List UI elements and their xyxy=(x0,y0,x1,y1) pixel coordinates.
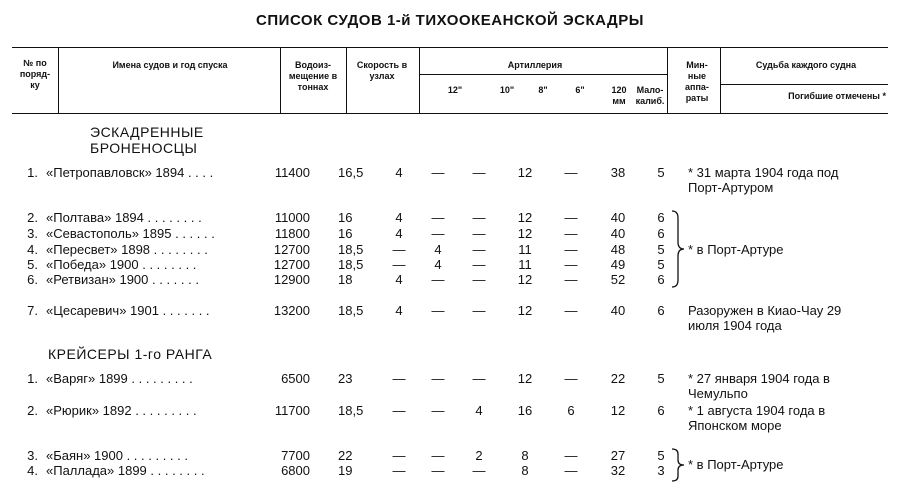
brace-battleships xyxy=(670,210,686,288)
cell-mines: 6 xyxy=(657,226,665,241)
cell-c10: — xyxy=(431,165,445,180)
header-12in: 12" xyxy=(447,85,463,95)
cell-s: 23 xyxy=(338,371,353,386)
cell-mines: 3 xyxy=(657,463,665,478)
cell-c120: — xyxy=(564,242,578,257)
header-top-rule xyxy=(12,47,888,48)
cell-c8: — xyxy=(472,226,486,241)
cell-c12: — xyxy=(392,257,406,272)
cell-small: 52 xyxy=(610,272,626,287)
header-divider xyxy=(346,47,347,113)
header-10in: 10" xyxy=(499,85,515,95)
cell-mines: 5 xyxy=(657,242,665,257)
cell-n: 2. xyxy=(27,210,38,225)
cell-n: 2. xyxy=(27,403,38,418)
cell-s: 18,5 xyxy=(338,403,364,418)
cell-mines: 5 xyxy=(657,257,665,272)
header-120mm: 120 мм xyxy=(611,85,627,106)
fate-varyag: * 27 января 1904 года в Чемульпо xyxy=(688,371,830,401)
cell-d: 11700 xyxy=(274,403,310,418)
cell-n: 3. xyxy=(27,448,38,463)
header-name: Имена судов и год спуска xyxy=(112,60,228,70)
cell-mines: 5 xyxy=(657,448,665,463)
brace-cruisers xyxy=(670,448,686,482)
cell-n: 1. xyxy=(27,371,38,386)
cell-d: 13200 xyxy=(273,303,310,318)
cell-c6: 12 xyxy=(517,303,533,318)
header-speed: Скорость в узлах xyxy=(356,60,408,81)
fate-petropavlovsk: * 31 марта 1904 года под Порт-Артуром xyxy=(688,165,839,195)
cell-c10: — xyxy=(431,226,445,241)
cell-d: 11400 xyxy=(274,165,310,180)
cell-c8: — xyxy=(472,210,486,225)
cell-mines: 6 xyxy=(657,272,665,287)
header-divider xyxy=(667,47,668,113)
fate-tsesarevich: Разоружен в Киао-Чау 29 июля 1904 года xyxy=(688,303,842,333)
cell-c10: — xyxy=(431,403,445,418)
cell-c8: — xyxy=(472,242,486,257)
cell-c12: — xyxy=(392,448,406,463)
cell-c6: 16 xyxy=(517,403,533,418)
cell-c10: — xyxy=(431,210,445,225)
cell-n: 3. xyxy=(27,226,38,241)
header-divider xyxy=(720,47,721,113)
header-bottom-rule xyxy=(12,113,888,114)
cell-c10: — xyxy=(431,463,445,478)
fate-sub-rule xyxy=(720,84,888,85)
page-title: СПИСОК СУДОВ 1-й ТИХООКЕАНСКОЙ ЭСКАДРЫ xyxy=(256,12,644,29)
cell-c10: — xyxy=(431,371,445,386)
cell-s: 18,5 xyxy=(338,242,364,257)
cell-c8: — xyxy=(472,272,486,287)
cell-mines: 5 xyxy=(657,371,665,386)
cell-small: 40 xyxy=(610,210,626,225)
cell-mines: 6 xyxy=(657,303,665,318)
cell-c6: 12 xyxy=(517,165,533,180)
cell-c8: — xyxy=(472,165,486,180)
cell-c12: 4 xyxy=(395,210,403,225)
cell-name: «Баян» 1900 . . . . . . . . . xyxy=(46,448,188,463)
cell-s: 18,5 xyxy=(338,303,364,318)
cell-c6: 12 xyxy=(517,272,533,287)
cell-c12: 4 xyxy=(395,272,403,287)
cell-c6: 12 xyxy=(517,210,533,225)
header-num: № по поряд- ку xyxy=(19,58,51,90)
cell-name: «Варяг» 1899 . . . . . . . . . xyxy=(46,371,193,386)
cell-c12: 4 xyxy=(395,303,403,318)
header-fate-sub: Погибшие отмечены * xyxy=(788,91,886,101)
header-fate: Судьба каждого судна xyxy=(755,60,857,70)
cell-d: 12900 xyxy=(273,272,310,287)
cell-s: 16 xyxy=(338,210,353,225)
cell-c10: — xyxy=(431,448,445,463)
cell-s: 18 xyxy=(338,272,353,287)
cell-c8: 2 xyxy=(475,448,483,463)
cell-name: «Полтава» 1894 . . . . . . . . xyxy=(46,210,202,225)
header-displacement: Водоиз- мещение в тоннах xyxy=(288,60,338,92)
cell-name: «Севастополь» 1895 . . . . . . xyxy=(46,226,215,241)
cell-small: 40 xyxy=(610,226,626,241)
cell-c6: 12 xyxy=(517,226,533,241)
section-battleships: ЭСКАДРЕННЫЕ БРОНЕНОСЦЫ xyxy=(90,124,204,156)
header-divider xyxy=(58,47,59,113)
cell-c10: — xyxy=(431,272,445,287)
cell-n: 4. xyxy=(27,463,38,478)
cell-small: 49 xyxy=(610,257,626,272)
cell-c120: — xyxy=(564,210,578,225)
cell-name: «Цесаревич» 1901 . . . . . . . xyxy=(46,303,210,318)
cell-d: 12700 xyxy=(273,257,310,272)
cell-c12: — xyxy=(392,242,406,257)
cell-small: 12 xyxy=(610,403,626,418)
cell-n: 5. xyxy=(27,257,38,272)
header-divider xyxy=(419,47,420,113)
cell-n: 6. xyxy=(27,272,38,287)
cell-c12: — xyxy=(392,371,406,386)
header-artillery: Артиллерия xyxy=(507,60,563,70)
cell-c8: — xyxy=(472,257,486,272)
cell-small: 22 xyxy=(610,371,626,386)
header-divider xyxy=(280,47,281,113)
cell-d: 6800 xyxy=(281,463,310,478)
cell-mines: 6 xyxy=(657,210,665,225)
cell-d: 11800 xyxy=(274,226,310,241)
cell-c120: — xyxy=(564,272,578,287)
cell-mines: 6 xyxy=(657,403,665,418)
cell-c8: — xyxy=(472,463,486,478)
cell-c12: — xyxy=(392,403,406,418)
cell-d: 11000 xyxy=(274,210,310,225)
cell-small: 32 xyxy=(610,463,626,478)
cell-name: «Пересвет» 1898 . . . . . . . . xyxy=(46,242,208,257)
cell-d: 12700 xyxy=(273,242,310,257)
cell-c120: — xyxy=(564,448,578,463)
section-cruisers: КРЕЙСЕРЫ 1-го РАНГА xyxy=(48,346,213,362)
cell-n: 4. xyxy=(27,242,38,257)
cell-name: «Рюрик» 1892 . . . . . . . . . xyxy=(46,403,197,418)
cell-d: 6500 xyxy=(281,371,310,386)
header-6in: 6" xyxy=(575,85,585,95)
cell-small: 40 xyxy=(610,303,626,318)
cell-c8: 4 xyxy=(475,403,483,418)
cell-c6: 8 xyxy=(521,463,529,478)
cell-name: «Петропавловск» 1894 . . . . xyxy=(46,165,214,180)
header-mines: Мин- ные аппа- раты xyxy=(685,60,709,103)
cell-c120: — xyxy=(564,226,578,241)
cell-s: 18,5 xyxy=(338,257,364,272)
cell-c10: 4 xyxy=(434,257,442,272)
header-small-caliber: Мало- калиб. xyxy=(635,85,665,106)
cell-small: 27 xyxy=(610,448,626,463)
artillery-rule xyxy=(419,74,667,75)
cell-c8: — xyxy=(472,303,486,318)
cell-n: 7. xyxy=(27,303,38,318)
fate-rurik: * 1 августа 1904 года в Японском море xyxy=(688,403,826,433)
cell-c10: 4 xyxy=(434,242,442,257)
cell-c120: — xyxy=(564,257,578,272)
cell-name: «Победа» 1900 . . . . . . . . xyxy=(46,257,197,272)
cell-c120: — xyxy=(564,165,578,180)
cell-c6: 11 xyxy=(518,242,532,257)
fate-group-port-arthur-1: * в Порт-Артуре xyxy=(688,242,784,257)
cell-c10: — xyxy=(431,303,445,318)
cell-s: 22 xyxy=(338,448,353,463)
cell-c120: — xyxy=(564,371,578,386)
cell-c120: — xyxy=(564,463,578,478)
cell-c12: 4 xyxy=(395,226,403,241)
cell-mines: 5 xyxy=(657,165,665,180)
cell-c6: 12 xyxy=(517,371,533,386)
cell-s: 16 xyxy=(338,226,353,241)
cell-c12: — xyxy=(392,463,406,478)
cell-c6: 11 xyxy=(518,257,532,272)
cell-c120: 6 xyxy=(567,403,575,418)
cell-name: «Паллада» 1899 . . . . . . . . xyxy=(46,463,205,478)
header-8in: 8" xyxy=(538,85,548,95)
cell-c120: — xyxy=(564,303,578,318)
fate-group-port-arthur-2: * в Порт-Артуре xyxy=(688,457,784,472)
cell-s: 16,5 xyxy=(338,165,364,180)
cell-s: 19 xyxy=(338,463,353,478)
cell-name: «Ретвизан» 1900 . . . . . . . xyxy=(46,272,199,287)
cell-n: 1. xyxy=(27,165,38,180)
cell-small: 48 xyxy=(610,242,626,257)
cell-c8: — xyxy=(472,371,486,386)
cell-c12: 4 xyxy=(395,165,403,180)
cell-small: 38 xyxy=(610,165,626,180)
cell-d: 7700 xyxy=(281,448,310,463)
cell-c6: 8 xyxy=(521,448,529,463)
